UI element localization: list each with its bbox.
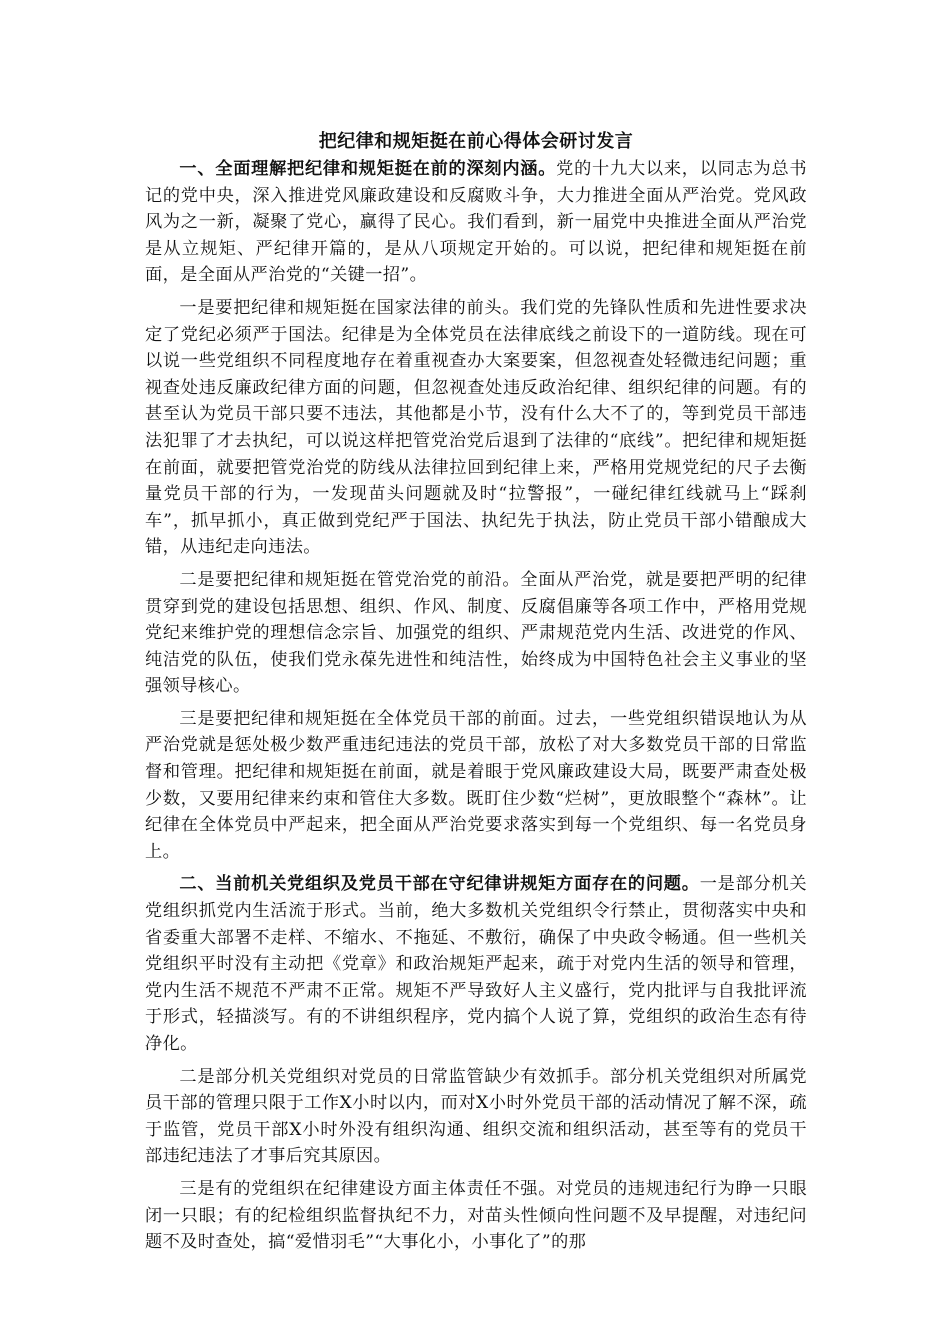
document-body — [145, 128, 807, 1262]
paragraph-2 — [145, 295, 807, 561]
paragraph-text: 三是有的党组织在纪律建设方面主体责任不强。对党员的违规违纪行为睁一只眼闭一只眼；有的纪检组织监督执纪不力，对苗头性倾向性问题不及早提醒，对违纪问题不及时查处，搞“爱惜羽毛”“大事化小，小事化了”的那 — [145, 1178, 807, 1253]
paragraph-text: 一是要把纪律和规矩挺在国家法律的前头。我们党的先锋队性质和先进性要求决定了党纪必须严于国法。纪律是为全体党员在法律底线之前设下的一道防线。现在可以说一些党组织不同程度地存在着重视查办大案要案，但忽视查处轻微违纪问题；重视查处违反廉政纪律方面的问题，但忽视查处违反政治纪律、组织纪律的问题。有的甚至认为党员干部只要不违法，其他都是小节，没有什么大不了的，等到党员干部违法犯罪了才去执纪，可以说这样把管党治党后退到了法律的“底线”。把纪律和规矩挺在前面，就要把管党治党的防线从法律拉回到纪律上来，严格用党规党纪的尺子去衡量党员干部的行为，一发现苗头问题就及时“拉警报”，一碰纪律红线就马上“踩刹车”，抓早抓小，真正做到党纪严于国法、执纪先于执法，防止党员干部小错酿成大错，从违纪走向违法。 — [145, 297, 807, 558]
section-heading-2: 二、当前机关党组织及党员干部在守纪律讲规矩方面存在的问题。 — [179, 874, 700, 895]
paragraph-3 — [145, 567, 807, 700]
paragraph-text: 党的十九大以来，以同志为总书记的党中央，深入推进党风廉政建设和反腐败斗争，大力推进全面从严治党。党风政风为之一新，凝聚了党心，赢得了民心。我们看到，新一届党中央推进全面从严治党是从立规矩、严纪律开篇的，是从八项规定开始的。可以说，把纪律和规矩挺在前面，是全面从严治党的“关键一招”。 — [145, 159, 807, 286]
paragraph-6 — [145, 1064, 807, 1170]
paragraph-1 — [145, 156, 807, 289]
paragraph-text: 一是部分机关党组织抓党内生活流于形式。当前，绝大多数机关党组织令行禁止，贯彻落实中央和省委重大部署不走样、不缩水、不拖延、不敷衍，确保了中央政令畅通。但一些机关党组织平时没有主动把《党章》和政治规矩严起来，疏于对党内生活的领导和管理，党内生活不规范不严肃不正常。规矩不严导致好人主义盛行，党内批评与自我批评流于形式，轻描淡写。有的不讲组织程序，党内搞个人说了算，党组织的政治生态有待净化。 — [145, 874, 807, 1054]
document-title: 把纪律和规矩挺在前心得体会研讨发言 — [318, 131, 634, 152]
paragraph-text: 二是部分机关党组织对党员的日常监管缺少有效抓手。部分机关党组织对所属党员干部的管理只限于工作X小时以内，而对X小时外党员干部的活动情况了解不深，疏于监管，党员干部X小时外没有组织沟通、组织交流和组织活动，甚至等有的党员干部违纪违法了才事后究其原因。 — [145, 1066, 807, 1167]
paragraph-text: 三是要把纪律和规矩挺在全体党员干部的前面。过去，一些党组织错误地认为从严治党就是惩处极少数严重违纪违法的党员干部，放松了对大多数党员干部的日常监督和管理。把纪律和规矩挺在前面，就是着眼于党风廉政建设大局，既要严肃查处极少数，又要用纪律来约束和管住大多数。既盯住少数“烂树”，更放眼整个“森林”。让纪律在全体党员中严起来，把全面从严治党要求落实到每一个党组织、每一名党员身上。 — [145, 708, 807, 862]
paragraph-text: 二是要把纪律和规矩挺在管党治党的前沿。全面从严治党，就是要把严明的纪律贯穿到党的建设包括思想、组织、作风、制度、反腐倡廉等各项工作中，严格用党规党纪来维护党的理想信念宗旨、加强党的组织、严肃规范党内生活、改进党的作风、纯洁党的队伍，使我们党永葆先进性和纯洁性，始终成为中国特色社会主义事业的坚强领导核心。 — [145, 569, 807, 697]
paragraph-5 — [145, 871, 807, 1057]
paragraph-7 — [145, 1176, 807, 1256]
section-heading-1: 一、全面理解把纪律和规矩挺在前的深刻内涵。 — [179, 159, 557, 179]
paragraph-4 — [145, 706, 807, 866]
